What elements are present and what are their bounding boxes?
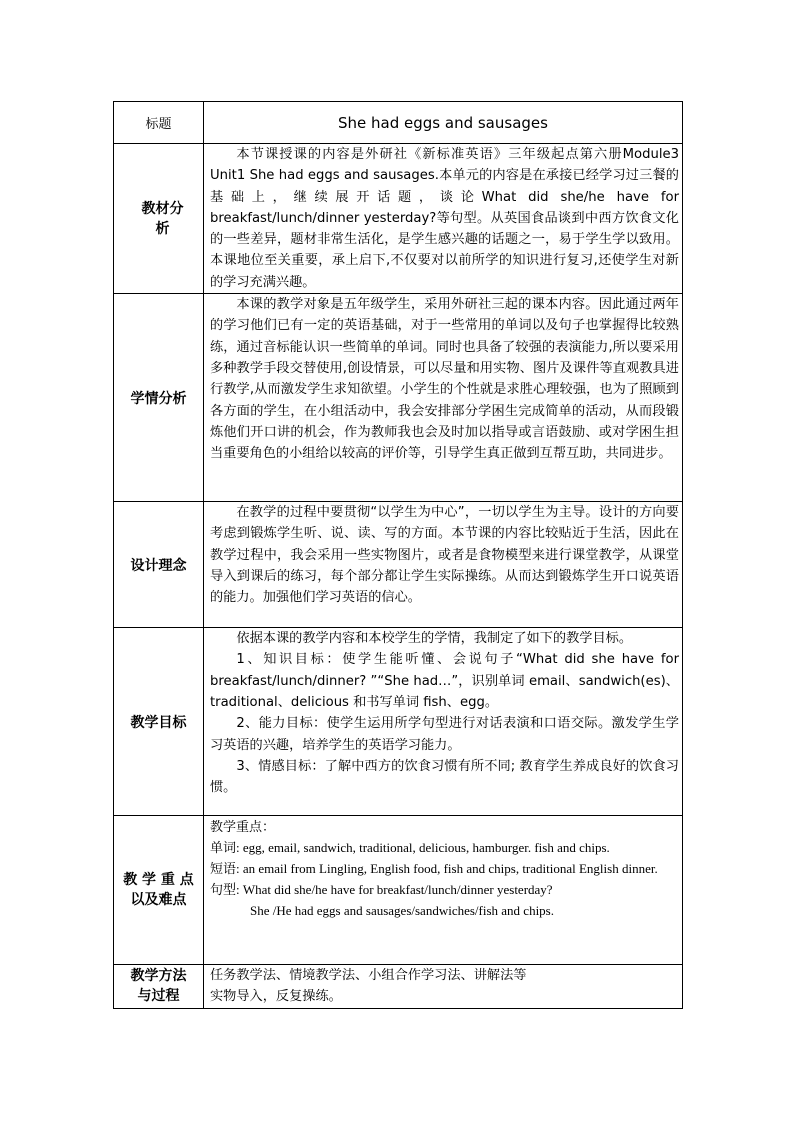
- lesson-plan-table: [113, 101, 683, 1009]
- design-text: 在教学的过程中要贯彻“以学生为中心”，一切以学生为主导。设计的方向要考虑到锻炼学生听、说、读、写的方面。本节课的内容比较贴近于生活，因此在教学过程中，我会采用一些实物图片，或者是食物模型来进行课堂教学，从课堂导入到课后的练习，每个部分都让学生实际操练。从而达到锻炼学生开口说英语的能力。加强他们学习英语的信心。: [210, 505, 679, 606]
- goals-item-3: 3、情感目标：了解中西方的饮食习惯有所不同; 教育学生养成良好的饮食习惯。: [210, 758, 679, 796]
- keypoints-sentence-1: 句型: What did she/he have for breakfast/lunch/dinner yesterday?: [210, 882, 553, 898]
- goals-intro: 依据本课的教学内容和本校学生的学情，我制定了如下的教学目标。: [236, 631, 633, 647]
- methods-label-line1: 教学方法: [130, 968, 187, 985]
- design-cell: [204, 502, 683, 628]
- material-text: 本节课授课的内容是外研社《新标准英语》三年级起点第六册Module3 Unit1 She had eggs and sausages.本单元的内容是在承接已经学习过三餐的基础上，继续展开话题，谈论What did she/he have for breakfast/lunch/dinner yesterday?等句型。从英国食品谈到中西方饮食文化的一些差异，题材非常生活化，是学生感兴趣的话题之一，易于学生学以致用。本课地位至关重要，承上启下,不仅要对以前所学的知识进行复习,还使学生对新的学习充满兴趣。: [210, 147, 679, 290]
- goals-cell: [204, 628, 683, 816]
- methods-cell: [204, 965, 683, 1009]
- keypoints-label: [114, 816, 204, 965]
- students-text: 本课的教学对象是五年级学生，采用外研社三起的课本内容。因此通过两年的学习他们已有一定的英语基础，对于一些常用的单词以及句子也掌握得比较熟练，通过音标能认识一些简单的单词。同时也具备了较强的表演能力,所以要采用多种教学手段交替使用,创设情景，可以尽量和用实物、图片及课件等直观教具进行教学,从而激发学生求知欲望。小学生的个性就是求胜心理较强，也为了照顾到各方面的学生，在小组活动中，我会安排部分学困生完成简单的活动，从而段锻炼他们开口讲的机会，作为教师我也会及时加以指导或言语鼓励、或对学困生担当重要角色的小组给以较高的评价等，引导学生真正做到互帮互助，共同进步。: [210, 297, 679, 462]
- keypoints-label-line1: 教 学 重 点: [123, 872, 194, 889]
- keypoints-heading: 教学重点：: [210, 819, 276, 835]
- row-title: [114, 102, 683, 144]
- keypoints-label-line2: 以及难点: [130, 892, 187, 909]
- methods-label: [114, 965, 204, 1009]
- lesson-title: She had eggs and sausages: [204, 102, 683, 144]
- row-material: [114, 144, 683, 294]
- keypoints-phrases: 短语: an email from Lingling, English food, fish and chips, traditional English dinner.: [210, 861, 658, 877]
- goals-label: 教学目标: [114, 628, 204, 816]
- methods-line-2: 实物导入，反复操练。: [210, 989, 342, 1005]
- row-methods: [114, 965, 683, 1009]
- keypoints-cell: [204, 816, 683, 965]
- row-goals: [114, 628, 683, 816]
- students-label: 学情分析: [114, 294, 204, 502]
- row-students: [114, 294, 683, 502]
- keypoints-words: 单词: egg, email, sandwich, traditional, delicious, hamburger. fish and chips.: [210, 840, 610, 856]
- goals-item-1: 1、知识目标：使学生能听懂、会说句子“What did she have for breakfast/lunch/dinner? ”“She had…”，识别单词 email、sandwich(es)、traditional、delicious 和书写单词 fish、egg。: [210, 652, 679, 710]
- row-keypoints: [114, 816, 683, 965]
- students-cell: [204, 294, 683, 502]
- methods-line-1: 任务教学法、情境教学法、小组合作学习法、讲解法等: [210, 968, 527, 984]
- methods-label-line2: 与过程: [137, 988, 180, 1005]
- material-cell: [204, 144, 683, 294]
- material-label: [114, 144, 204, 294]
- design-label: 设计理念: [114, 502, 204, 628]
- material-label-text: 教材分析: [141, 200, 184, 237]
- title-label: 标题: [114, 102, 204, 144]
- keypoints-sentence-2: She /He had eggs and sausages/sandwiches/fish and chips.: [250, 903, 554, 919]
- goals-item-2: 2、能力目标：使学生运用所学句型进行对话表演和口语交际。激发学生学习英语的兴趣，培养学生的英语学习能力。: [210, 716, 679, 753]
- row-design: [114, 502, 683, 628]
